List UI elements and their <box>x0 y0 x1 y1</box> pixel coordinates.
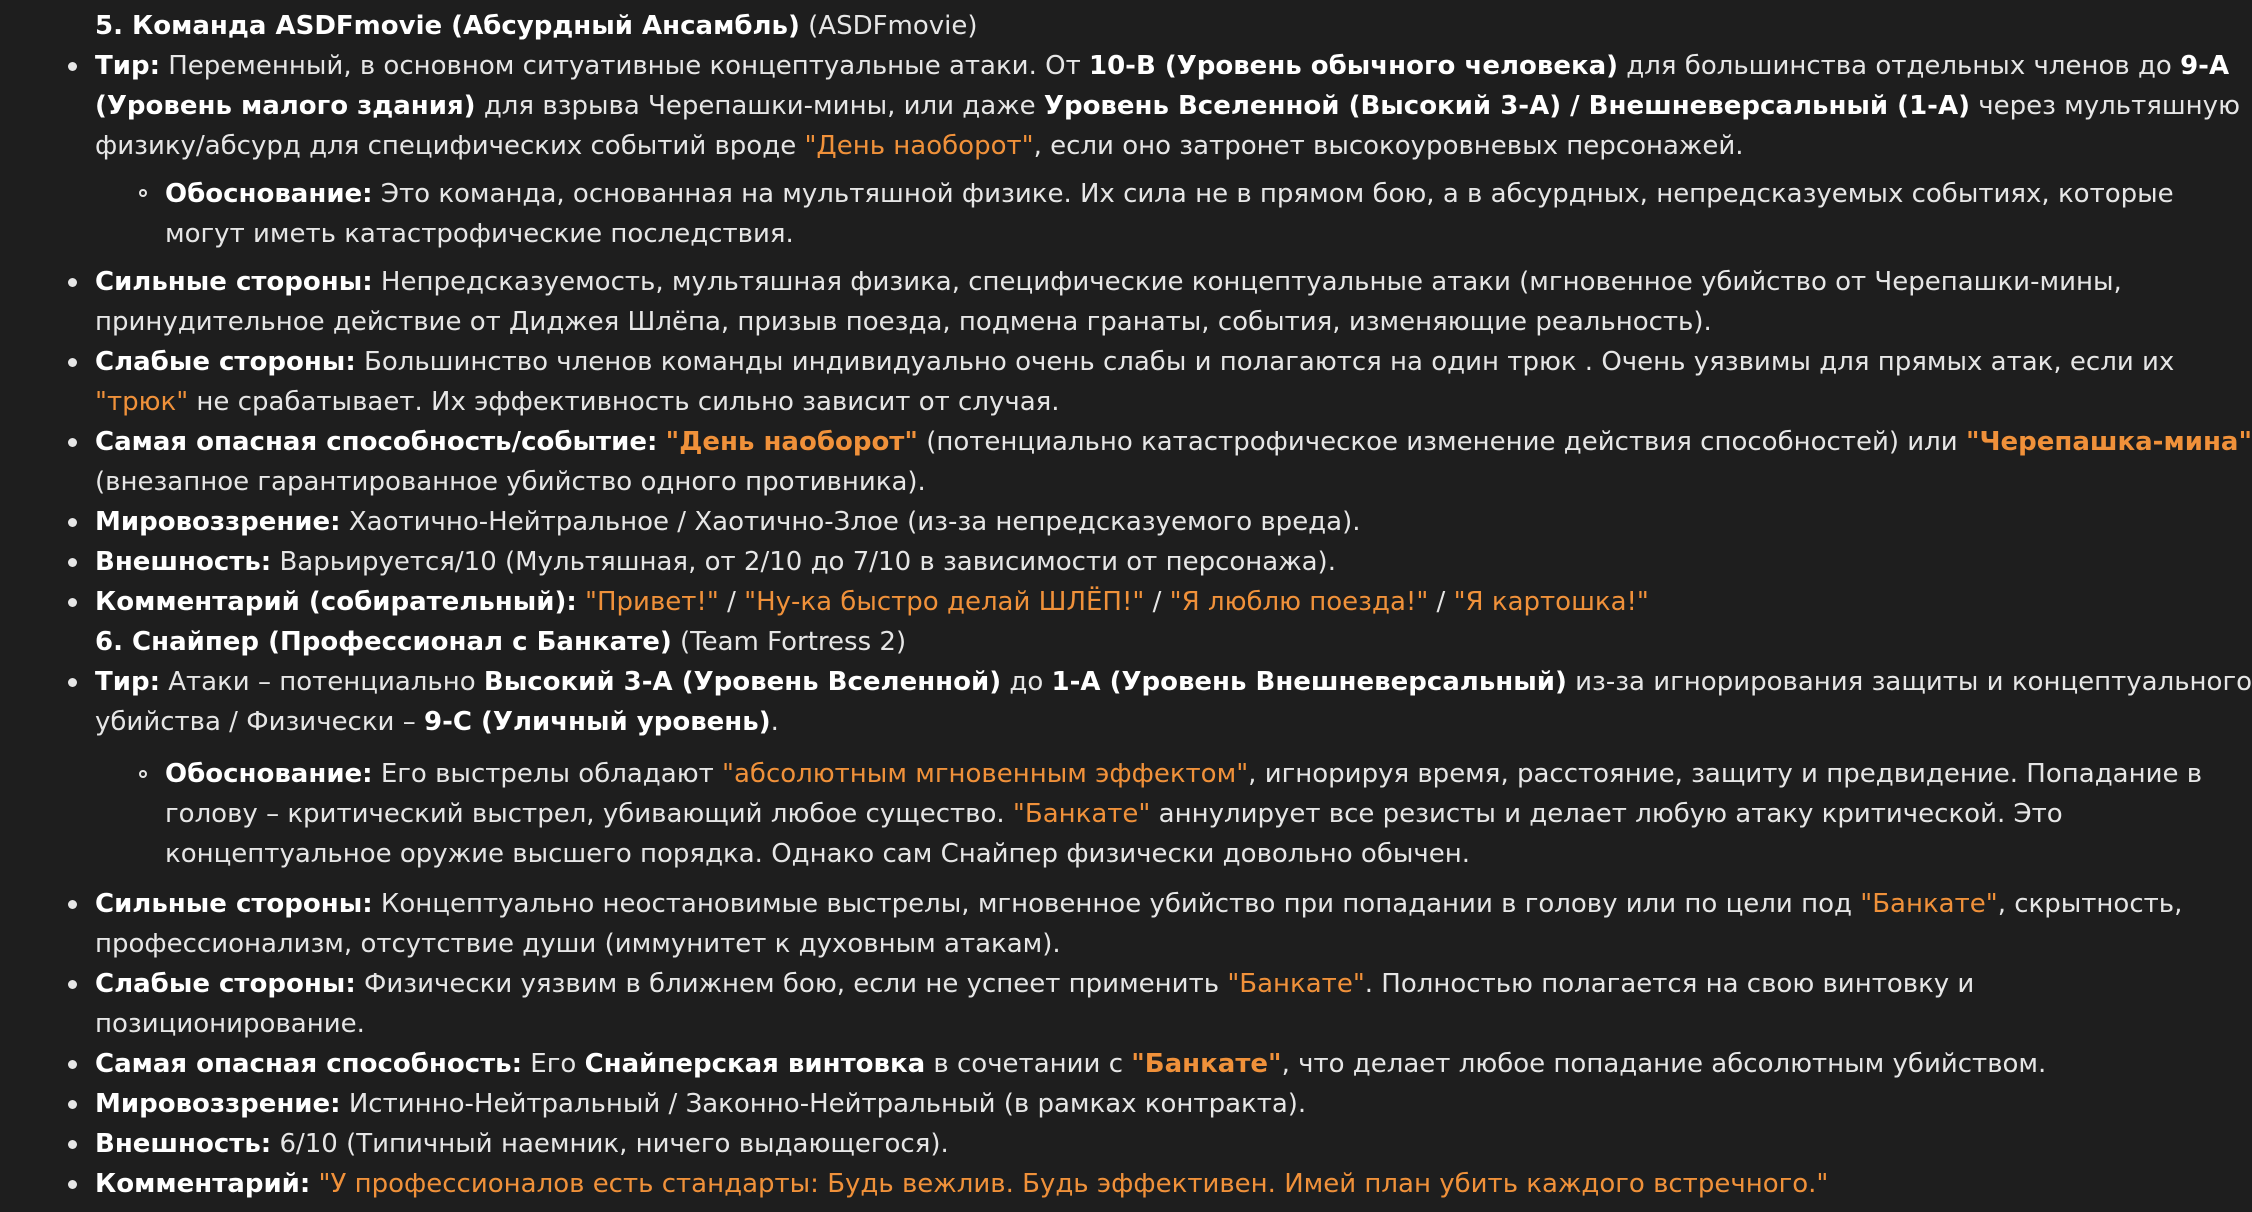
s6-tier-line-2: убийства / Физически – 9-C (Уличный уровень). <box>95 707 779 737</box>
bullet-dot <box>68 598 77 607</box>
s5-strengths-line-2: принудительное действие от Диджея Шлёпа, призыв поезда, подмена гранаты, события, изменяющие реальность). <box>95 307 1712 337</box>
clipped-previous-line <box>480 0 1300 2</box>
bullet-dot <box>68 1180 77 1189</box>
s6-weaknesses-line-1: Слабые стороны: Физически уязвим в ближнем бою, если не успеет применить "Банкате". Полностью полагается на свою винтовку и <box>95 969 1975 999</box>
s6-appearance: Внешность: 6/10 (Типичный наемник, ничего выдающегося). <box>95 1129 949 1159</box>
s6-justification-line-1: Обоснование: Его выстрелы обладают "абсолютным мгновенным эффектом", игнорируя время, расстояние, защиту и предвидение. Попадание в <box>165 759 2203 789</box>
section-5-heading: 5. Команда ASDFmovie (Абсурдный Ансамбль) (ASDFmovie) <box>95 11 978 41</box>
s5-danger-line-1: Самая опасная способность/событие: "День наоборот" (потенциально катастрофическое изменение действия способностей) или "Черепашка-мина" <box>95 427 2252 457</box>
s6-justification-line-3: концептуальное оружие высшего порядка. Однако сам Снайпер физически довольно обычен. <box>165 839 1471 869</box>
s5-strengths-line-1: Сильные стороны: Непредсказуемость, мультяшная физика, специфические концептуальные атаки (мгновенное убийство от Черепашки-мины, <box>95 267 2122 297</box>
s5-justification-line-1: Обоснование: Это команда, основанная на мультяшной физике. Их сила не в прямом бою, а в абсурдных, непредсказуемых событиях, которые <box>165 179 2174 209</box>
bullet-dot <box>68 278 77 287</box>
s6-danger: Самая опасная способность: Его Снайперская винтовка в сочетании с "Банкате", что делает любое попадание абсолютным убийством. <box>95 1049 2047 1079</box>
bullet-dot <box>68 1060 77 1069</box>
s6-tier-line-1: Тир: Атаки – потенциально Высокий 3-A (Уровень Вселенной) до 1-A (Уровень Внешневерсальный) из-за игнорирования защиты и концептуального <box>95 667 2252 697</box>
bullet-dot <box>68 438 77 447</box>
s6-alignment: Мировоззрение: Истинно-Нейтральный / Законно-Нейтральный (в рамках контракта). <box>95 1089 1307 1119</box>
s5-appearance: Внешность: Варьируется/10 (Мультяшная, от 2/10 до 7/10 в зависимости от персонажа). <box>95 547 1336 577</box>
bullet-dot <box>68 558 77 567</box>
s5-alignment: Мировоззрение: Хаотично-Нейтральное / Хаотично-Злое (из-за непредсказуемого вреда). <box>95 507 1361 537</box>
bullet-dot <box>68 678 77 687</box>
s5-weaknesses-line-1: Слабые стороны: Большинство членов команды индивидуально очень слабы и полагаются на один трюк . Очень уязвимы для прямых атак, если их <box>95 347 2175 377</box>
bullet-dot <box>68 518 77 527</box>
s6-justification-line-2: голову – критический выстрел, убивающий любое существо. "Банкате" аннулирует все резисты и делает любую атаку критической. Это <box>165 799 2063 829</box>
bullet-dot <box>68 1100 77 1109</box>
s5-justification-line-2: могут иметь катастрофические последствия. <box>165 219 794 249</box>
s6-strengths-line-2: профессионализм, отсутствие души (иммунитет к духовным атакам). <box>95 929 1061 959</box>
s5-tier-line-3: физику/абсурд для специфических событий вроде "День наоборот", если оно затронет высокоуровневых персонажей. <box>95 131 1744 161</box>
sub-bullet-circle <box>139 770 147 778</box>
s5-tier-line-1: Тир: Переменный, в основном ситуативные концептуальные атаки. От 10-B (Уровень обычного человека) для большинства отдельных членов до 9-A <box>95 51 2230 81</box>
bullet-dot <box>68 1140 77 1149</box>
bullet-dot <box>68 980 77 989</box>
s6-strengths-line-1: Сильные стороны: Концептуально неостановимые выстрелы, мгновенное убийство при попадании в голову или по цели под "Банкате", скрытность, <box>95 889 2183 919</box>
s6-comment: Комментарий: "У профессионалов есть стандарты: Будь вежлив. Будь эффективен. Имей план убить каждого встречного." <box>95 1169 1829 1199</box>
bullet-dot <box>68 62 77 71</box>
bullet-dot <box>68 358 77 367</box>
s5-danger-line-2: (внезапное гарантированное убийство одного противника). <box>95 467 926 497</box>
s6-weaknesses-line-2: позиционирование. <box>95 1009 365 1039</box>
s5-comment: Комментарий (собирательный): "Привет!" / "Ну-ка быстро делай ШЛЁП!" / "Я люблю поезда!" / "Я картошка!" <box>95 587 1649 617</box>
sub-bullet-circle <box>139 189 147 197</box>
section-6-heading: 6. Снайпер (Профессионал с Банкате) (Team Fortress 2) <box>95 627 907 657</box>
bullet-dot <box>68 900 77 909</box>
s5-tier-line-2: (Уровень малого здания) для взрыва Черепашки-мины, или даже Уровень Вселенной (Высокий 3-A) / Внешневерсальный (1-A) через мультяшную <box>95 91 2240 121</box>
s5-weaknesses-line-2: "трюк" не срабатывает. Их эффективность сильно зависит от случая. <box>95 387 1060 417</box>
